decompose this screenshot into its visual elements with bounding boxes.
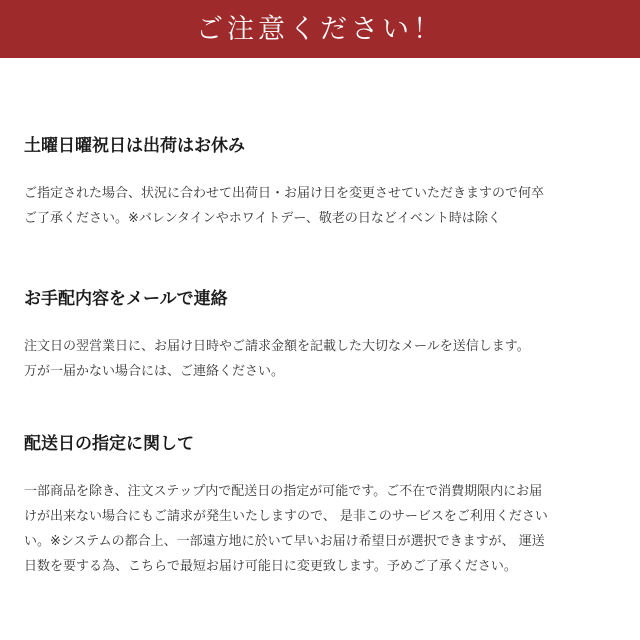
body-line: ご指定された場合、状況に合わせて出荷日・お届け日を変更させていただきますので何卒 [24,186,545,201]
notice-banner [0,0,640,58]
section-body [24,334,624,384]
section-email-notice [24,291,624,384]
body-line: 万が一届かない場合には、ご連絡ください。 [24,364,285,379]
body-line: ご了承ください。※バレンタインやホワイトデー、敬老の日などイベント時は除く [24,211,501,226]
section-heading: 配送日の指定に関して [24,434,194,454]
section-weekend-shipping [24,138,624,231]
section-heading: 土曜日曜祝日は出荷はお休み [24,136,245,156]
section-body [24,181,624,231]
section-body [24,479,624,579]
section-delivery-date [24,436,624,579]
banner-title: ご注意ください！ [196,13,444,45]
body-line: 一部商品を除き、注文ステップ内で配送日の指定が可能です。ご不在で消費期限内にお届 [24,484,543,499]
body-line: けが出来ない場合にもご請求が発生いたしますので、 是非このサービスをご利用ください [24,509,548,524]
section-heading: お手配内容をメールで連絡 [24,289,228,309]
body-line: 日数を要する為、こちらで最短お届け可能日に変更致します。予めご了承ください。 [24,559,517,574]
body-line: 注文日の翌営業日に、お届け日時やご請求金額を記載した大切なメールを送信します。 [24,339,530,354]
body-line: い。※システムの都合上、一部遠方地に於いて早いお届け希望日が選択できますが、 運送 [24,534,545,549]
